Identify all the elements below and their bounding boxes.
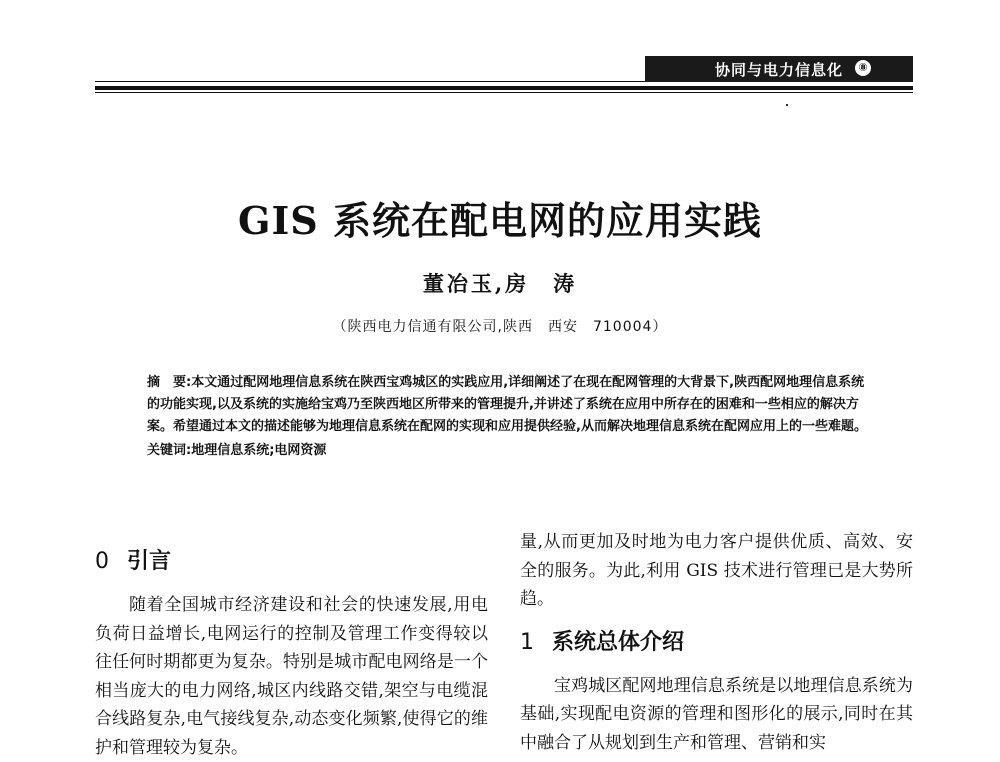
abstract-block [147, 372, 867, 462]
section-number: 1 [520, 629, 534, 655]
body-paragraph-continued: 量,从而更加及时地为电力客户提供优质、高效、安全的服务。为此,利用 GIS 技术进行管理已是大势所趋。 [520, 532, 913, 609]
abstract-text: 本文通过配网地理信息系统在陕西宝鸡城区的实践应用,详细阐述了在现在配网管理的大背景下,陕西配网地理信息系统的功能实现,以及系统的实施给宝鸡乃至陕西地区所带来的管理提升,并讲述了系统在应用中所存在的困难和一些相应的解决方案。希望通过本文的描述能够为地理信息系统在配网的实现和应用提供经验,从而解决地理信息系统在配网应用上的一些难题。 [147, 375, 867, 434]
running-head [645, 56, 913, 82]
article-authors: 董冶玉,房 涛 [422, 271, 578, 296]
left-column [95, 547, 488, 762]
abstract [147, 372, 867, 438]
section-number: 0 [95, 549, 109, 574]
section-heading-0 [95, 547, 488, 577]
article-title: GIS 系统在配电网的应用实践 [238, 198, 762, 243]
speck [786, 104, 788, 106]
section-title: 系统总体介绍 [552, 629, 685, 655]
right-column [520, 528, 913, 757]
header-rule-thin [95, 92, 913, 93]
section-title: 引言 [127, 549, 172, 574]
header-rule-top [95, 81, 645, 82]
abstract-label: 摘 要: [147, 375, 192, 390]
keywords [147, 440, 867, 462]
keywords-label: 关键词: [147, 443, 192, 458]
body-paragraph: 宝鸡城区配网地理信息系统是以地理信息系统为基础,实现配电资源的管理和图形化的展示,同时在其中融合了从规划到生产和管理、营销和实 [520, 675, 913, 753]
article-affiliation: （陕西电力信通有限公司,陕西 西安 710004） [332, 319, 668, 335]
journal-section-name: 协同与电力信息化 [714, 61, 843, 79]
section-heading-1 [520, 628, 913, 658]
header-rule-thick [95, 86, 913, 90]
body-paragraph: 随着全国城市经济建设和社会的快速发展,用电负荷日益增长,电网运行的控制及管理工作变得较以往任何时期都更为复杂。特别是城市配电网络是一个相当庞大的电力网络,城区内线路交错,架空与电缆混合线路复杂,电气接线复杂,动态变化频繁,使得它的维护和管理较为复杂。 [95, 595, 488, 758]
keywords-text: 地理信息系统;电网资源 [191, 443, 327, 458]
page-number: ⑧ [855, 60, 871, 76]
